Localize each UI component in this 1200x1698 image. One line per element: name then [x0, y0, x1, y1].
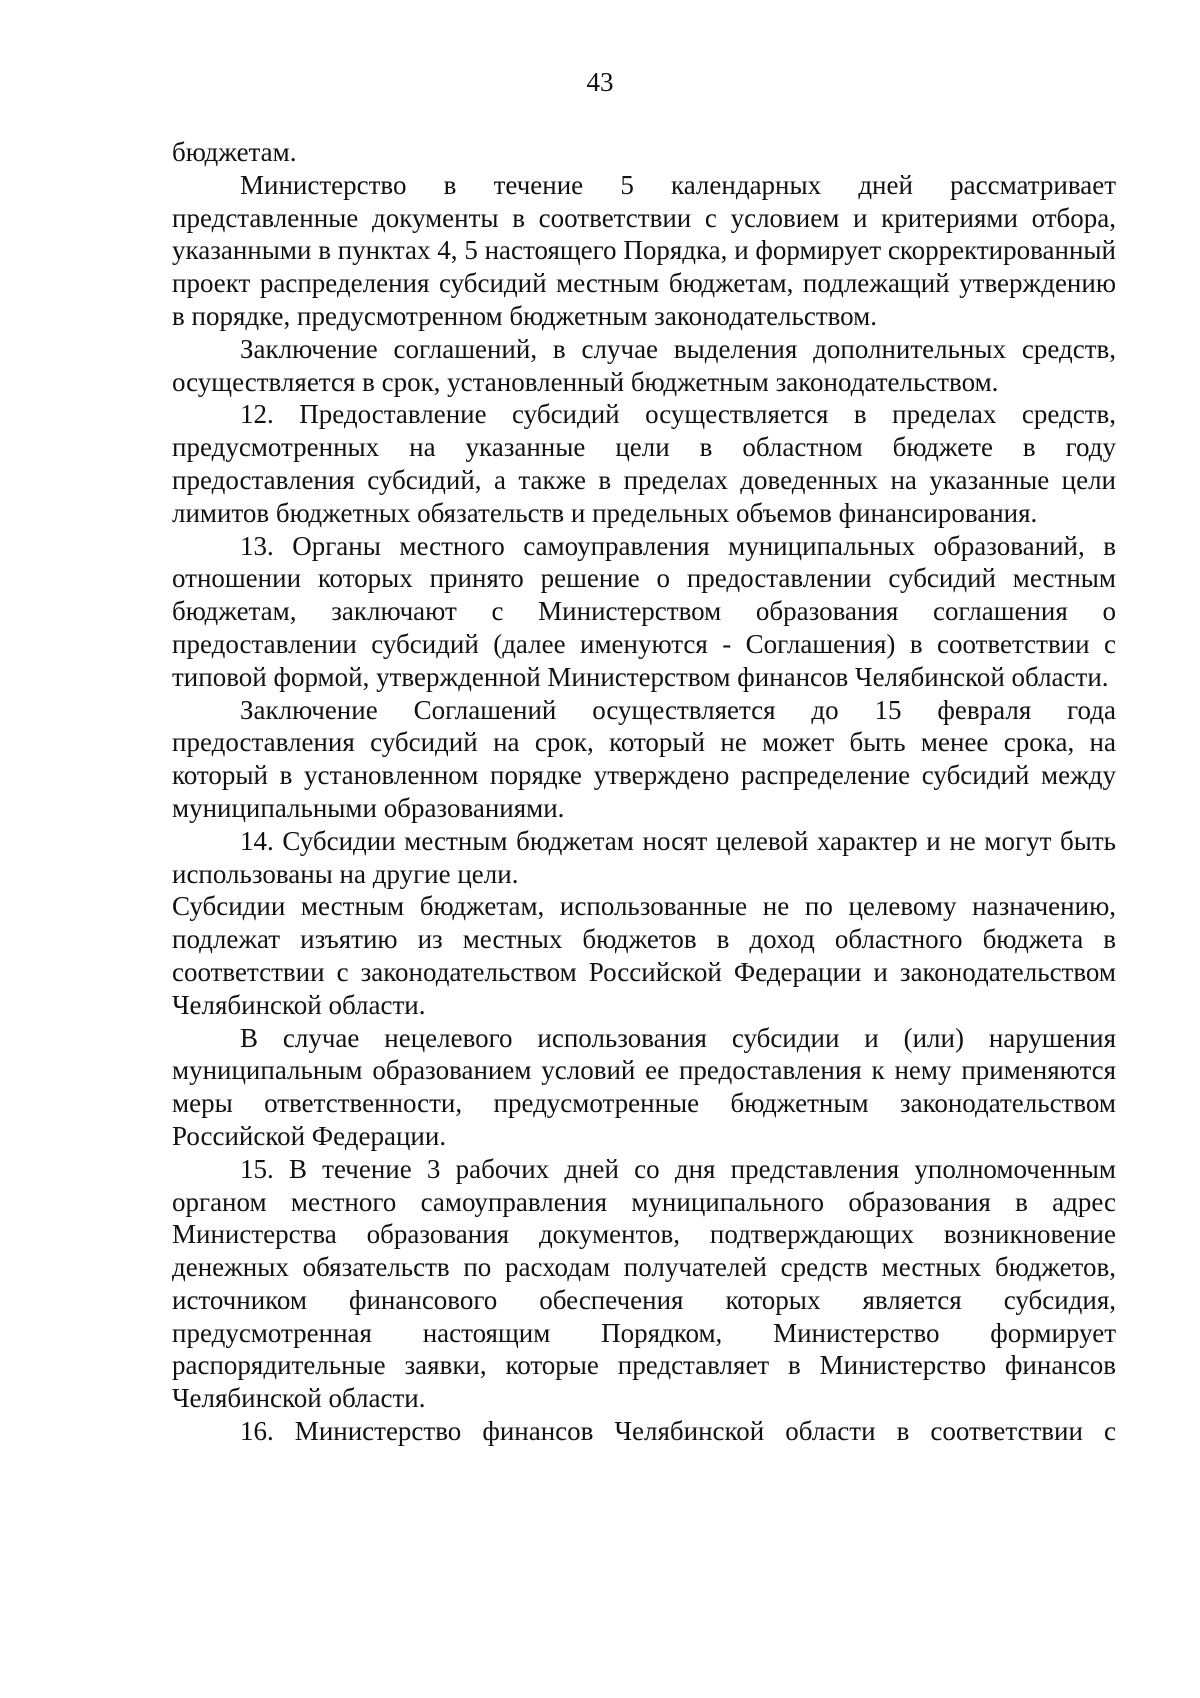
paragraph-item-14: 14. Субсидии местным бюджетам носят целевой характер и не могут быть использованы на другие цели. [172, 825, 1116, 889]
paragraph-item-15: 15. В течение 3 рабочих дней со дня представления уполномоченным органом местного самоуправления муниципального образования в адрес Министерства образования документов, подтверждающих возникновение денежных обязательств по расходам получателей средств местных бюджетов, источником финансового обеспечения которых является субсидия, предусмотренная настоящим Порядком, Министерство формирует распорядительные заявки, которые представляет в Министерство финансов Челябинской области. [172, 1153, 1116, 1414]
paragraph-ministry-review: Министерство в течение 5 календарных дней рассматривает представленные документы в соответствии с условием и критериями отбора, указанными в пунктах 4, 5 настоящего Порядка, и формирует скорректированный проект распределения субсидий местным бюджетам, подлежащий утверждению в порядке, предусмотренном бюджетным законодательством. [172, 169, 1116, 331]
paragraph-misuse-withdrawal: Субсидии местным бюджетам, использованные не по целевому назначению, подлежат изъятию из местных бюджетов в доход областного бюджета в соответствии с законодательством Российской Федерации и законодательством Челябинской области. [172, 891, 1116, 1020]
paragraph-item-13: 13. Органы местного самоуправления муниципальных образований, в отношении которых принято решение о предоставлении субсидий местным бюджетам, заключают с Министерством образования соглашения о предоставлении субсидий (далее именуются - Соглашения) в соответствии с типовой формой, утвержденной Министерством финансов Челябинской области. [172, 530, 1116, 692]
paragraph-agreements-additional-funds: Заключение соглашений, в случае выделения дополнительных средств, осуществляется в срок, установленный бюджетным законодательством. [172, 333, 1116, 397]
paragraph-misuse-responsibility: В случае нецелевого использования субсидии и (или) нарушения муниципальным образованием условий ее предоставления к нему применяются меры ответственности, предусмотренные бюджетным законодательством Российской Федерации. [172, 1022, 1116, 1151]
paragraph-agreements-deadline: Заключение Соглашений осуществляется до 15 февраля года предоставления субсидий на срок, который не может быть менее срока, на который в установленном порядке утверждено распределение субсидий между муниципальными образованиями. [172, 694, 1116, 823]
paragraph-item-16: 16. Министерство финансов Челябинской области в соответствии с [240, 1416, 1116, 1447]
paragraph-item-12: 12. Предоставление субсидий осуществляется в пределах средств, предусмотренных на указанные цели в областном бюджете в году предоставления субсидий, а также в пределах доведенных на указанные цели лимитов бюджетных обязательств и предельных объемов финансирования. [172, 399, 1116, 528]
document-body [172, 136, 1116, 1448]
paragraph-continuation: бюджетам. [172, 137, 297, 167]
page-number: 43 [586, 67, 614, 97]
